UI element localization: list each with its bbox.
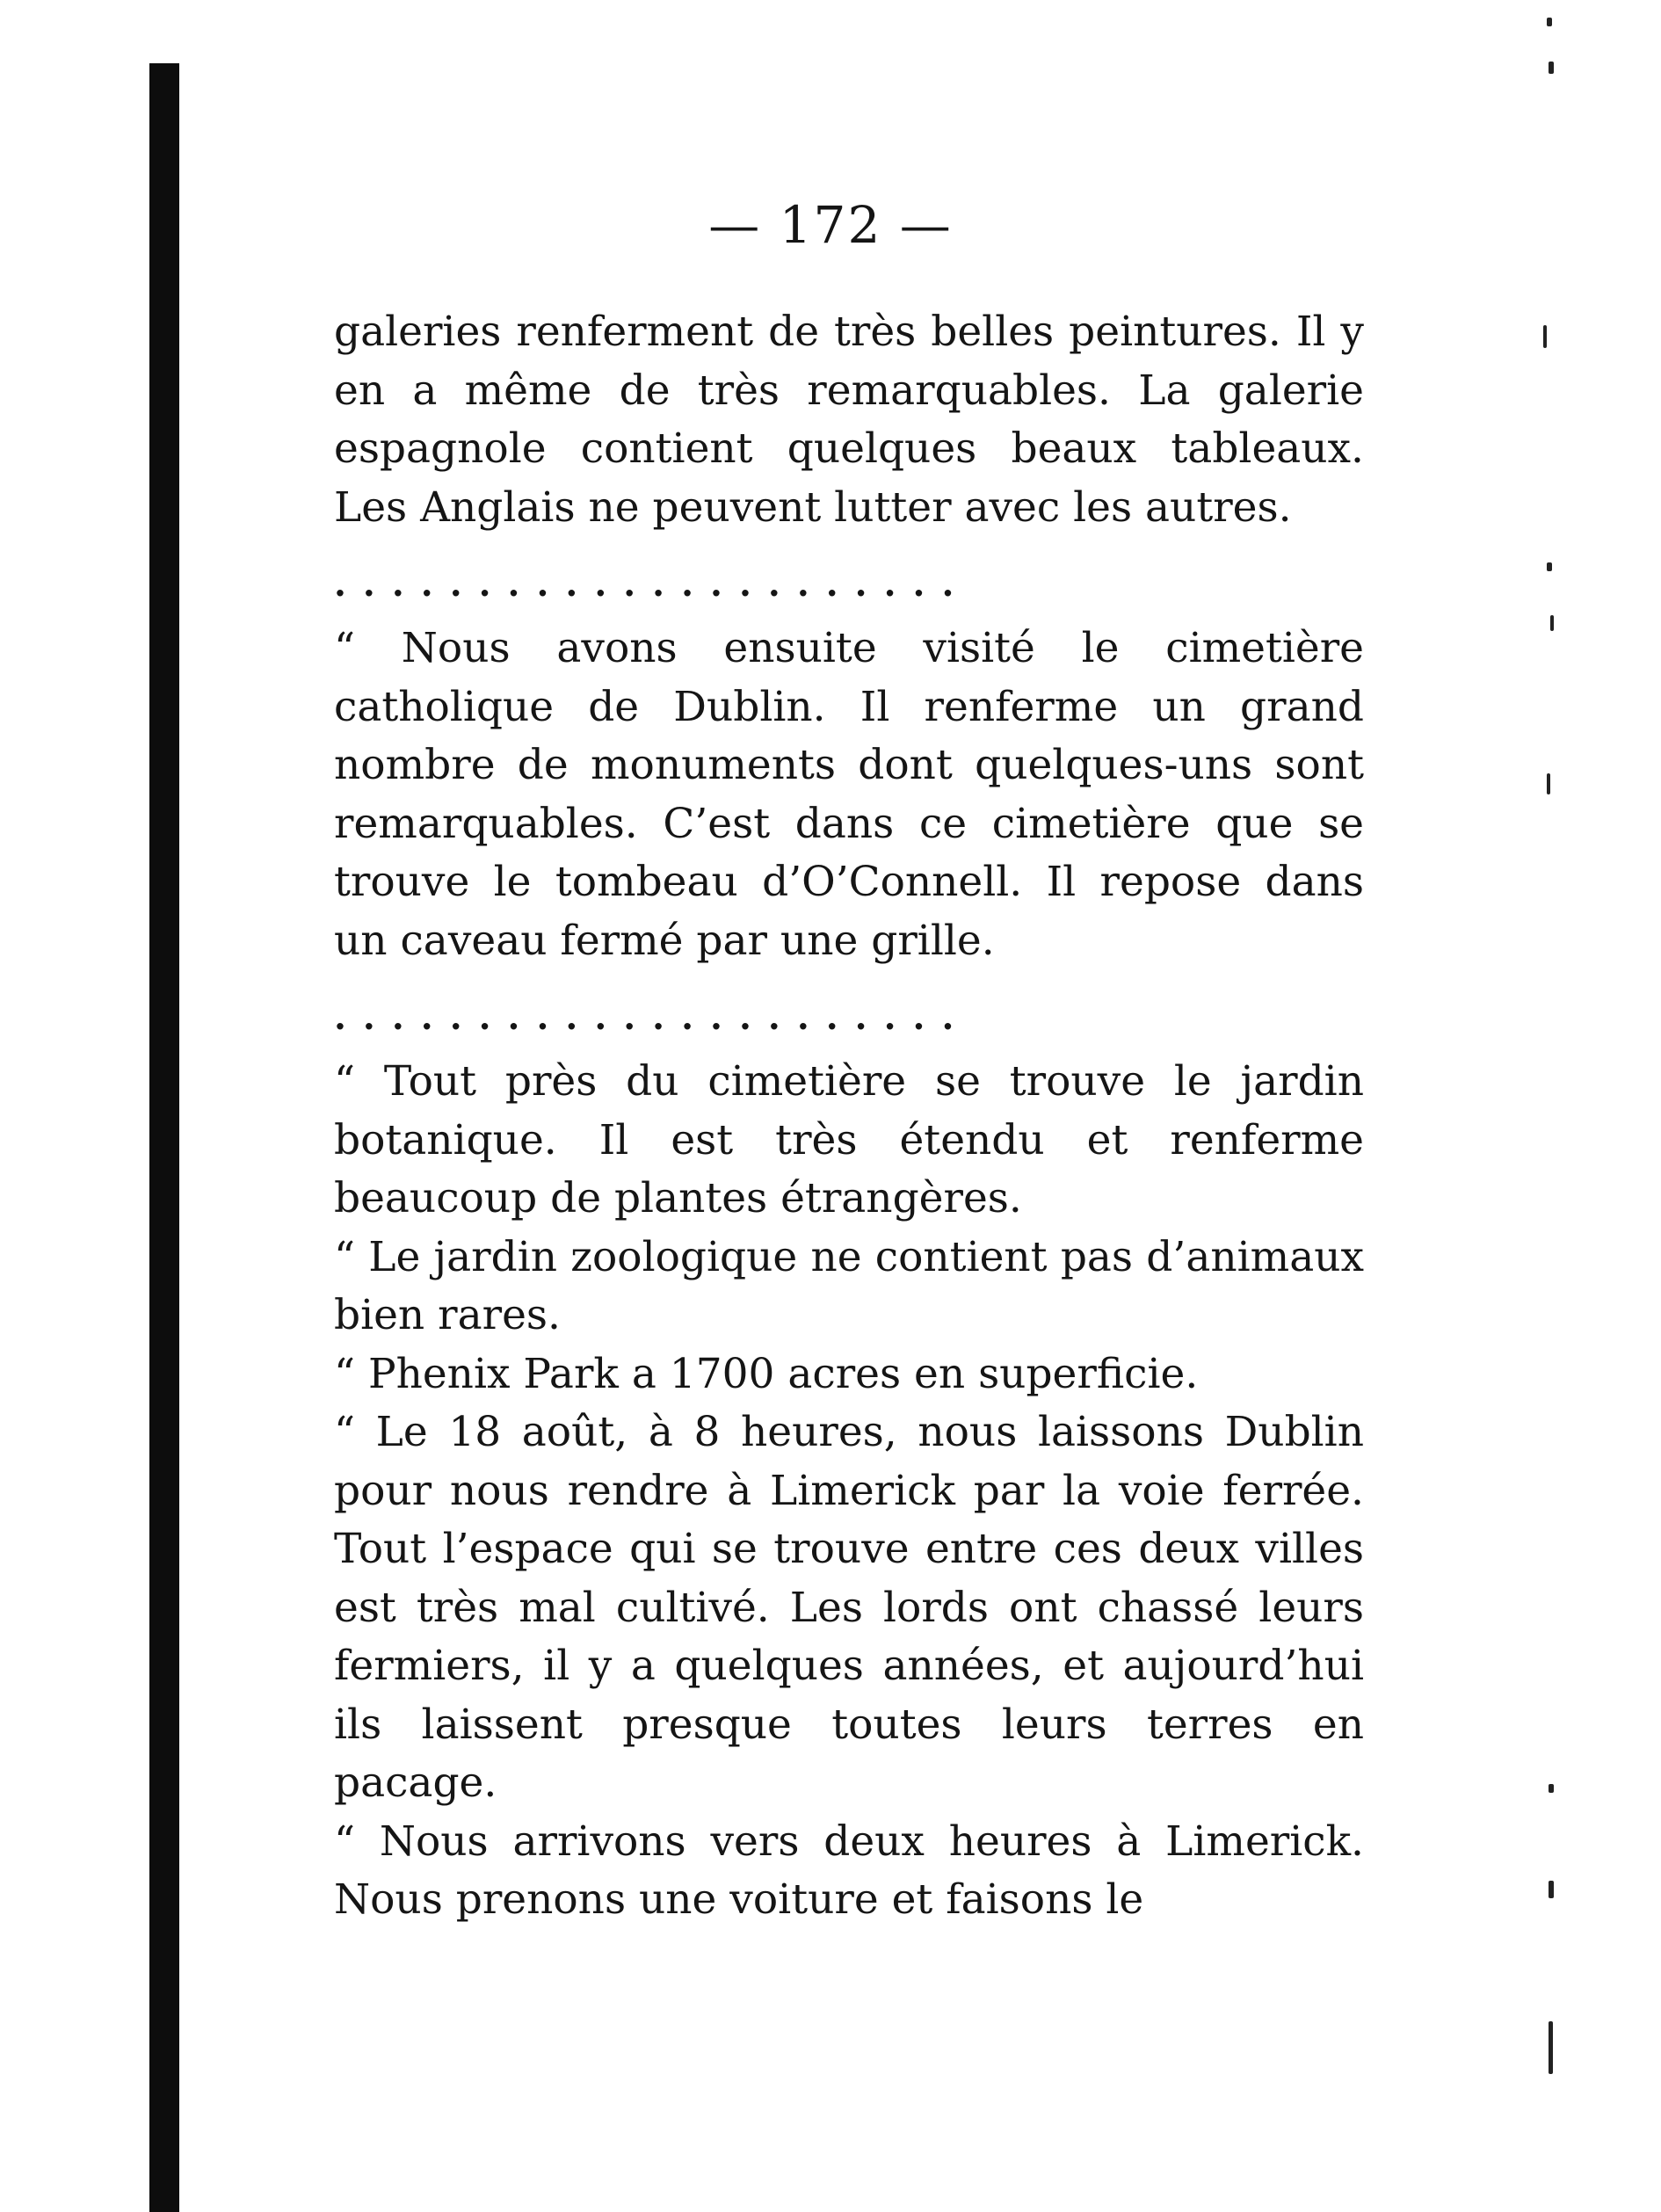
scan-edge-specks: [1512, 0, 1591, 2212]
speck: [1549, 2021, 1553, 2074]
speck: [1547, 562, 1552, 571]
speck: [1549, 62, 1554, 74]
speck: [1547, 18, 1552, 26]
paragraph-jardin-botanique: “ Tout près du cimetière se trouve le jardin botanique. Il est très étendu et renferme beaucoup de plantes étrangères.: [334, 1057, 1364, 1222]
ellipsis-separator: ......................: [334, 1000, 971, 1035]
scan-binding-shadow: [149, 63, 179, 2212]
speck: [1543, 325, 1547, 348]
paragraph-jardin-zoologique: “ Le jardin zoologique ne contient pas d’animaux bien rares.: [334, 1232, 1364, 1339]
paragraph-galeries: galeries renferment de très belles peintures. Il y en a même de très remarquables. La galerie espagnole contient quelques beaux tableaux. Les Anglais ne peuvent lutter avec les autres.: [334, 308, 1364, 532]
paragraph-cimetiere: “ Nous avons ensuite visité le cimetière catholique de Dublin. Il renferme un grand nombre de monuments dont quelques-uns sont remarquables. C’est dans ce cimetière que se trouve le tombeau d’O’Connell. Il repose dans un caveau fermé par une grille.: [334, 624, 1364, 965]
paragraph-limerick: “ Nous arrivons vers deux heures à Limerick. Nous prenons une voiture et faisons le: [334, 1817, 1364, 1924]
speck: [1549, 1881, 1554, 1898]
page-number: — 172 —: [708, 195, 953, 255]
page-body: [334, 303, 1364, 1930]
ellipsis-separator: ......................: [334, 567, 971, 602]
speck: [1547, 773, 1550, 794]
paragraph-phenix-park: “ Phenix Park a 1700 acres en superficie.: [334, 1349, 1199, 1398]
paragraph-depart-dublin: “ Le 18 août, à 8 heures, nous laissons Dublin pour nous rendre à Limerick par la voie ferrée. Tout l’espace qui se trouve entre ces deux villes est très mal cultivé. Les lords ont chassé leurs fermiers, il y a quelques années, et aujourd’hui ils laissent presque toutes leurs terres en pacage.: [334, 1408, 1364, 1807]
speck: [1549, 1784, 1554, 1793]
speck: [1550, 615, 1554, 631]
